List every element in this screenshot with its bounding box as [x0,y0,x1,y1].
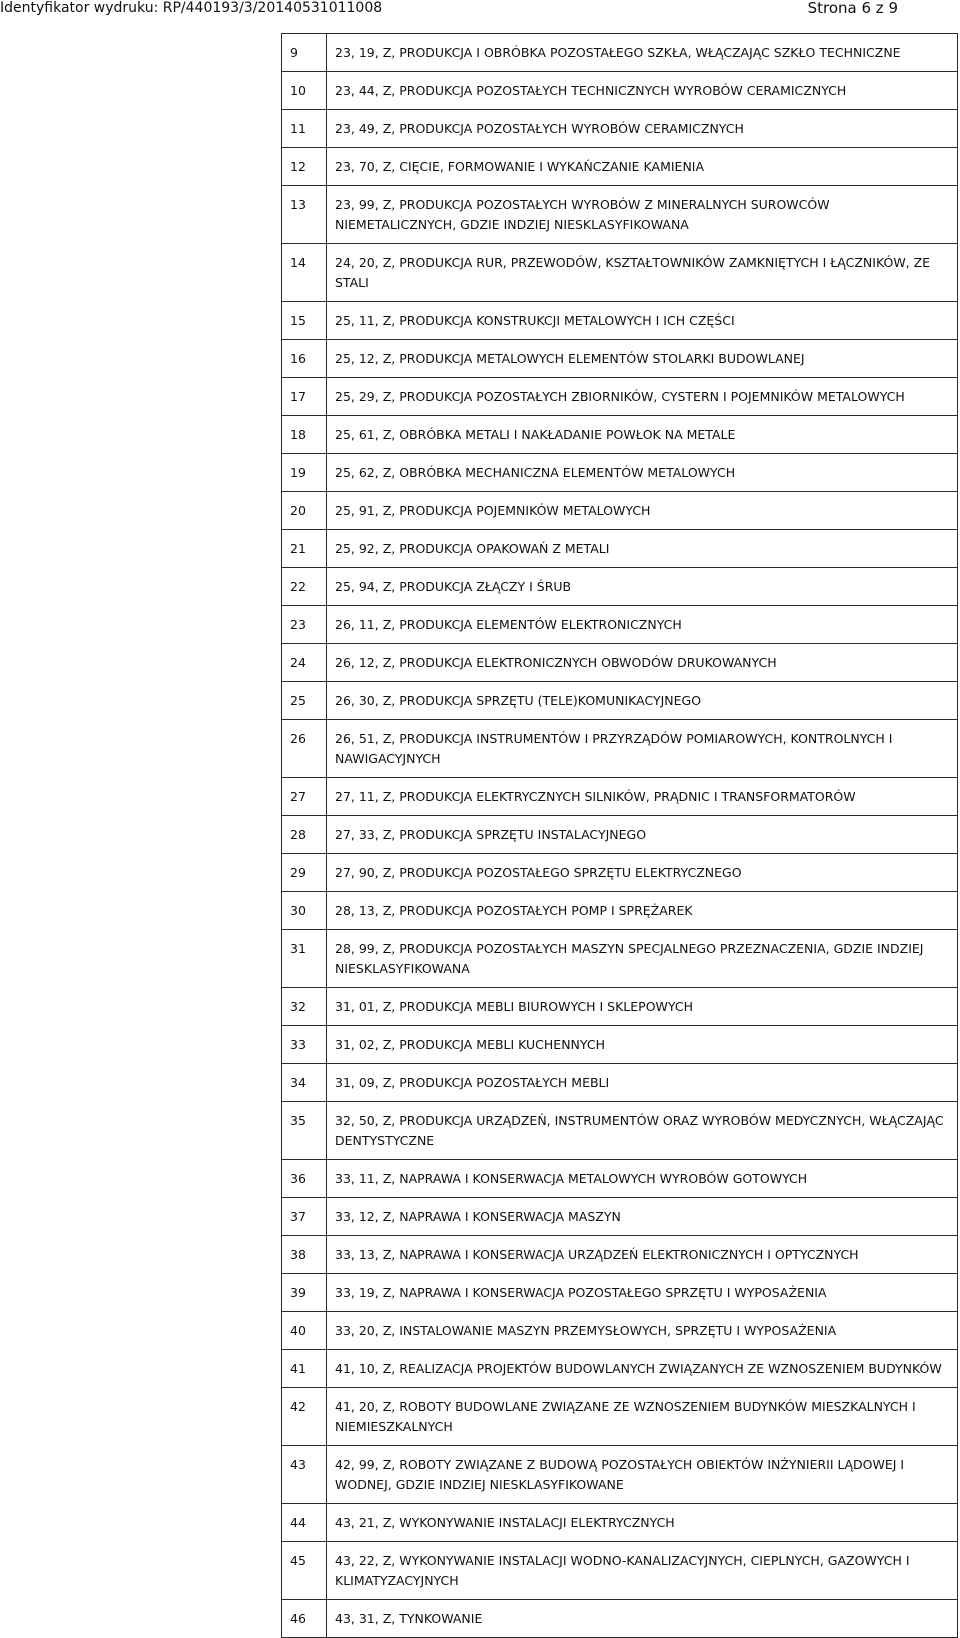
activity-description: 25, 94, Z, PRODUKCJA ZŁĄCZY I ŚRUB [327,568,958,606]
row-number: 18 [282,416,327,454]
table-row [282,930,958,988]
table-row [282,1160,958,1198]
activity-description: 24, 20, Z, PRODUKCJA RUR, PRZEWODÓW, KSZTAŁTOWNIKÓW ZAMKNIĘTYCH I ŁĄCZNIKÓW, ZE STALI [327,244,958,302]
activity-description: 31, 01, Z, PRODUKCJA MEBLI BIUROWYCH I SKLEPOWYCH [327,988,958,1026]
table-row [282,1198,958,1236]
row-number: 13 [282,186,327,244]
activity-description: 41, 20, Z, ROBOTY BUDOWLANE ZWIĄZANE ZE WZNOSZENIEM BUDYNKÓW MIESZKALNYCH I NIEMIESZKALNYCH [327,1388,958,1446]
row-number: 35 [282,1102,327,1160]
table-row [282,1274,958,1312]
row-number: 39 [282,1274,327,1312]
activity-description: 26, 12, Z, PRODUKCJA ELEKTRONICZNYCH OBWODÓW DRUKOWANYCH [327,644,958,682]
activity-description: 28, 99, Z, PRODUKCJA POZOSTAŁYCH MASZYN SPECJALNEGO PRZEZNACZENIA, GDZIE INDZIEJ NIESKLASYFIKOWANA [327,930,958,988]
activity-description: 42, 99, Z, ROBOTY ZWIĄZANE Z BUDOWĄ POZOSTAŁYCH OBIEKTÓW INŻYNIERII LĄDOWEJ I WODNEJ, GDZIE INDZIEJ NIESKLASYFIKOWANE [327,1446,958,1504]
activity-description: 32, 50, Z, PRODUKCJA URZĄDZEŃ, INSTRUMENTÓW ORAZ WYROBÓW MEDYCZNYCH, WŁĄCZAJĄC DENTYSTYCZNE [327,1102,958,1160]
table-row [282,606,958,644]
activity-description: 27, 11, Z, PRODUKCJA ELEKTRYCZNYCH SILNIKÓW, PRĄDNIC I TRANSFORMATORÓW [327,778,958,816]
activity-description: 23, 19, Z, PRODUKCJA I OBRÓBKA POZOSTAŁEGO SZKŁA, WŁĄCZAJĄC SZKŁO TECHNICZNE [327,34,958,72]
table-row [282,244,958,302]
table-row [282,1504,958,1542]
table-row [282,110,958,148]
table-row [282,1388,958,1446]
table-row [282,1600,958,1638]
row-number: 34 [282,1064,327,1102]
activity-description: 25, 92, Z, PRODUKCJA OPAKOWAŃ Z METALI [327,530,958,568]
table-row [282,1542,958,1600]
activity-description: 23, 49, Z, PRODUKCJA POZOSTAŁYCH WYROBÓW CERAMICZNYCH [327,110,958,148]
activity-description: 23, 44, Z, PRODUKCJA POZOSTAŁYCH TECHNICZNYCH WYROBÓW CERAMICZNYCH [327,72,958,110]
row-number: 46 [282,1600,327,1638]
activity-description: 43, 31, Z, TYNKOWANIE [327,1600,958,1638]
activity-description: 33, 19, Z, NAPRAWA I KONSERWACJA POZOSTAŁEGO SPRZĘTU I WYPOSAŻENIA [327,1274,958,1312]
row-number: 23 [282,606,327,644]
activity-description: 27, 90, Z, PRODUKCJA POZOSTAŁEGO SPRZĘTU ELEKTRYCZNEGO [327,854,958,892]
activity-description: 33, 20, Z, INSTALOWANIE MASZYN PRZEMYSŁOWYCH, SPRZĘTU I WYPOSAŻENIA [327,1312,958,1350]
table-row [282,720,958,778]
row-number: 38 [282,1236,327,1274]
table-row [282,454,958,492]
table-row [282,682,958,720]
table-row [282,416,958,454]
table-row [282,1236,958,1274]
row-number: 43 [282,1446,327,1504]
table-row [282,1312,958,1350]
row-number: 41 [282,1350,327,1388]
activity-description: 25, 62, Z, OBRÓBKA MECHANICZNA ELEMENTÓW METALOWYCH [327,454,958,492]
activity-description: 25, 61, Z, OBRÓBKA METALI I NAKŁADANIE POWŁOK NA METALE [327,416,958,454]
row-number: 25 [282,682,327,720]
row-number: 40 [282,1312,327,1350]
activity-description: 25, 91, Z, PRODUKCJA POJEMNIKÓW METALOWYCH [327,492,958,530]
activity-description: 33, 13, Z, NAPRAWA I KONSERWACJA URZĄDZEŃ ELEKTRONICZNYCH I OPTYCZNYCH [327,1236,958,1274]
activity-description: 25, 11, Z, PRODUKCJA KONSTRUKCJI METALOWYCH I ICH CZĘŚCI [327,302,958,340]
row-number: 12 [282,148,327,186]
table-row [282,340,958,378]
activity-description: 33, 12, Z, NAPRAWA I KONSERWACJA MASZYN [327,1198,958,1236]
print-identifier: Identyfikator wydruku: RP/440193/3/20140531011008 [0,0,383,16]
row-number: 14 [282,244,327,302]
table-row [282,1350,958,1388]
row-number: 21 [282,530,327,568]
activity-description: 27, 33, Z, PRODUKCJA SPRZĘTU INSTALACYJNEGO [327,816,958,854]
table-row [282,568,958,606]
table-row [282,302,958,340]
table-row [282,644,958,682]
table-row [282,892,958,930]
row-number: 11 [282,110,327,148]
row-number: 10 [282,72,327,110]
row-number: 42 [282,1388,327,1446]
row-number: 37 [282,1198,327,1236]
pkd-activity-table [281,33,958,1638]
row-number: 36 [282,1160,327,1198]
page-number: Strona 6 z 9 [807,0,898,17]
activity-description: 26, 11, Z, PRODUKCJA ELEMENTÓW ELEKTRONICZNYCH [327,606,958,644]
row-number: 44 [282,1504,327,1542]
activity-description: 23, 70, Z, CIĘCIE, FORMOWANIE I WYKAŃCZANIE KAMIENIA [327,148,958,186]
row-number: 30 [282,892,327,930]
row-number: 20 [282,492,327,530]
activity-description: 31, 02, Z, PRODUKCJA MEBLI KUCHENNYCH [327,1026,958,1064]
table-row [282,816,958,854]
activity-description: 41, 10, Z, REALIZACJA PROJEKTÓW BUDOWLANYCH ZWIĄZANYCH ZE WZNOSZENIEM BUDYNKÓW [327,1350,958,1388]
row-number: 29 [282,854,327,892]
table-row [282,186,958,244]
table-row [282,1064,958,1102]
row-number: 16 [282,340,327,378]
activity-description: 33, 11, Z, NAPRAWA I KONSERWACJA METALOWYCH WYROBÓW GOTOWYCH [327,1160,958,1198]
activity-description: 43, 21, Z, WYKONYWANIE INSTALACJI ELEKTRYCZNYCH [327,1504,958,1542]
row-number: 32 [282,988,327,1026]
row-number: 24 [282,644,327,682]
activity-description: 23, 99, Z, PRODUKCJA POZOSTAŁYCH WYROBÓW Z MINERALNYCH SUROWCÓW NIEMETALICZNYCH, GDZIE INDZIEJ NIESKLASYFIKOWANA [327,186,958,244]
activity-description: 28, 13, Z, PRODUKCJA POZOSTAŁYCH POMP I SPRĘŻAREK [327,892,958,930]
activity-description: 26, 51, Z, PRODUKCJA INSTRUMENTÓW I PRZYRZĄDÓW POMIAROWYCH, KONTROLNYCH I NAWIGACYJNYCH [327,720,958,778]
row-number: 9 [282,34,327,72]
table-row [282,530,958,568]
table-row [282,988,958,1026]
activity-description: 31, 09, Z, PRODUKCJA POZOSTAŁYCH MEBLI [327,1064,958,1102]
table-row [282,854,958,892]
row-number: 27 [282,778,327,816]
activity-description: 25, 29, Z, PRODUKCJA POZOSTAŁYCH ZBIORNIKÓW, CYSTERN I POJEMNIKÓW METALOWYCH [327,378,958,416]
table-row [282,148,958,186]
table-row [282,378,958,416]
table-row [282,778,958,816]
row-number: 45 [282,1542,327,1600]
activity-description: 43, 22, Z, WYKONYWANIE INSTALACJI WODNO-KANALIZACYJNYCH, CIEPLNYCH, GAZOWYCH I KLIMATYZACYJNYCH [327,1542,958,1600]
row-number: 17 [282,378,327,416]
table-row [282,1102,958,1160]
row-number: 28 [282,816,327,854]
row-number: 22 [282,568,327,606]
table-row [282,1026,958,1064]
row-number: 15 [282,302,327,340]
activity-description: 25, 12, Z, PRODUKCJA METALOWYCH ELEMENTÓW STOLARKI BUDOWLANEJ [327,340,958,378]
table-row [282,72,958,110]
row-number: 33 [282,1026,327,1064]
activity-description: 26, 30, Z, PRODUKCJA SPRZĘTU (TELE)KOMUNIKACYJNEGO [327,682,958,720]
row-number: 26 [282,720,327,778]
table-row [282,34,958,72]
row-number: 19 [282,454,327,492]
page-header [0,0,960,20]
row-number: 31 [282,930,327,988]
table-row [282,1446,958,1504]
table-row [282,492,958,530]
